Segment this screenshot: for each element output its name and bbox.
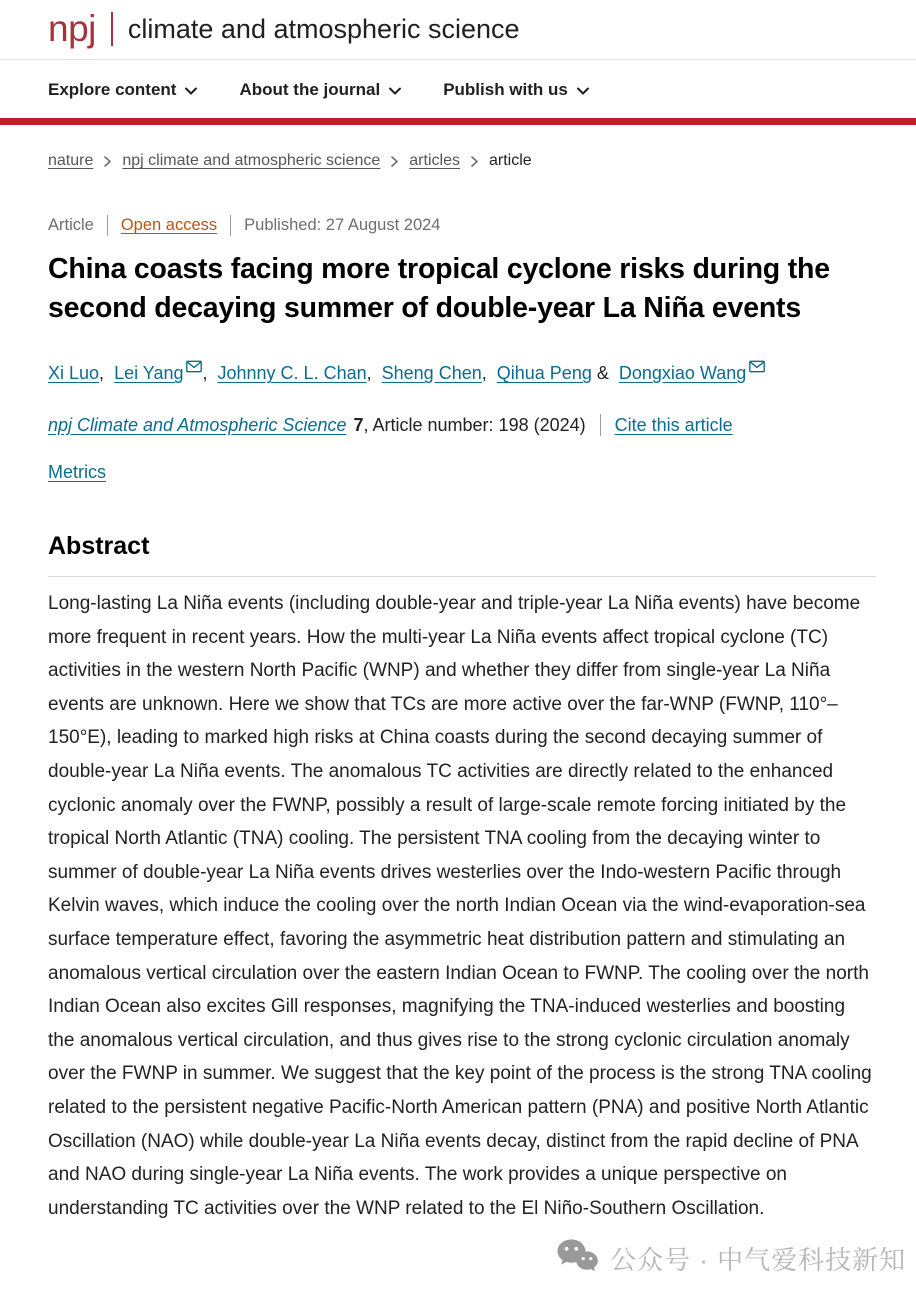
accent-bar bbox=[0, 118, 916, 125]
nav-label: Publish with us bbox=[443, 80, 568, 99]
nav-explore-content[interactable] bbox=[48, 80, 197, 100]
logo-divider bbox=[111, 12, 113, 46]
nav-about-the-journal[interactable] bbox=[239, 80, 401, 100]
chevron-down-icon bbox=[185, 80, 197, 100]
chevron-down-icon bbox=[389, 80, 401, 100]
cite-this-article-link[interactable]: Cite this article bbox=[614, 414, 733, 435]
author-separator: , bbox=[366, 363, 372, 383]
nav-label: About the journal bbox=[239, 80, 381, 99]
abstract-section bbox=[48, 532, 876, 1225]
author-separator: , bbox=[202, 363, 208, 383]
npj-logo-text: npj bbox=[48, 8, 96, 49]
article-main bbox=[0, 152, 916, 1225]
author-separator: , bbox=[481, 363, 487, 383]
citation-divider bbox=[600, 414, 601, 436]
abstract-heading: Abstract bbox=[48, 532, 150, 560]
abstract-text: Long-lasting La Niña events (including double-year and triple-year La Niña events) have become more frequent in recent years. How the multi-year La Niña events affect tropical cyclone (TC) activities in the western North Pacific (WNP) and whether they differ from single-year La Niña events are unknown. Here we show that TCs are more active over the far-WNP (FWNP, 110°–150°E), leading to marked high risks at China coasts during the second decaying summer of double-year La Niña events. The anomalous TC activities are directly related to the enhanced cyclonic anomaly over the FWNP, possibly a result of large-scale remote forcing initiated by the tropical North Atlantic (TNA) cooling. The persistent TNA cooling from the decaying winter to summer of double-year La Niña events drives westerlies over the Indo-western Pacific through Kelvin waves, which induce the cooling over the north Indian Ocean via the wind-evaporation-sea surface temperature effect, favoring the asymmetric heat distribution pattern and stimulating an anomalous vertical circulation over the eastern Indian Ocean to FWNP. The cooling over the north Indian Ocean also excites Gill responses, magnifying the TNA-induced westerlies and boosting the anomalous vertical circulation, and thus gives rise to the strong cyclonic circulation anomaly over the FWNP in summer. We suggest that the key point of the process is the strong TNA cooling related to the persistent negative Pacific-North American pattern (PNA) and positive North Atlantic Oscillation (NAO) while double-year La Niña events decay, distinct from the rapid decline of PNA and NAO during single-year La Niña events. The work provides a unique perspective on understanding TC activities over the WNP related to the El Niño-Southern Oscillation. bbox=[48, 593, 872, 1219]
breadcrumb-nature[interactable]: nature bbox=[48, 152, 94, 169]
watermark bbox=[556, 1238, 906, 1279]
meta-divider bbox=[230, 215, 231, 236]
published-date: Published: 27 August 2024 bbox=[244, 216, 441, 234]
open-access-link[interactable]: Open access bbox=[120, 216, 218, 234]
site-header bbox=[0, 0, 916, 125]
chevron-down-icon bbox=[577, 80, 589, 100]
author-separator: , bbox=[99, 363, 105, 383]
author-list bbox=[48, 353, 868, 387]
meta-divider bbox=[107, 215, 108, 236]
chevron-right-icon bbox=[391, 156, 398, 167]
article-number: , Article number: 198 (2024) bbox=[363, 414, 586, 435]
volume-number: 7 bbox=[353, 414, 364, 435]
wechat-icon bbox=[556, 1238, 598, 1279]
journal-name: climate and atmospheric science bbox=[127, 14, 520, 44]
author-link[interactable]: Dongxiao Wang bbox=[618, 363, 747, 383]
article-title: China coasts facing more tropical cyclone risks during the second decaying summer of double-year La Niña events bbox=[48, 253, 830, 324]
watermark-text: 公众号 · 中气爱科技新知 bbox=[610, 1245, 907, 1275]
chevron-right-icon bbox=[471, 156, 478, 167]
chevron-right-icon bbox=[104, 156, 111, 167]
main-nav bbox=[0, 59, 916, 118]
breadcrumb-current: article bbox=[488, 152, 532, 169]
author-ampersand: & bbox=[596, 363, 609, 383]
envelope-icon[interactable] bbox=[186, 357, 202, 377]
abstract-divider bbox=[48, 576, 876, 577]
article-type-label: Article bbox=[48, 216, 94, 234]
nav-label: Explore content bbox=[48, 80, 177, 99]
logo-row bbox=[0, 0, 916, 59]
author-link[interactable]: Sheng Chen bbox=[381, 363, 482, 383]
envelope-icon[interactable] bbox=[749, 357, 765, 377]
citation-line bbox=[48, 414, 868, 436]
metrics-row bbox=[48, 462, 868, 483]
metrics-link[interactable]: Metrics bbox=[48, 462, 106, 482]
breadcrumb-articles[interactable]: articles bbox=[409, 152, 460, 169]
article-meta bbox=[48, 215, 868, 236]
breadcrumb bbox=[48, 152, 868, 170]
author-link[interactable]: Lei Yang bbox=[114, 363, 184, 383]
journal-logo[interactable] bbox=[48, 9, 868, 49]
author-link[interactable]: Qihua Peng bbox=[496, 363, 592, 383]
journal-citation-link[interactable]: npj Climate and Atmospheric Science bbox=[48, 414, 347, 435]
breadcrumb-journal[interactable]: npj climate and atmospheric science bbox=[122, 152, 381, 169]
author-link[interactable]: Xi Luo bbox=[48, 363, 100, 383]
author-link[interactable]: Johnny C. L. Chan bbox=[217, 363, 367, 383]
nav-publish-with-us[interactable] bbox=[443, 80, 589, 100]
